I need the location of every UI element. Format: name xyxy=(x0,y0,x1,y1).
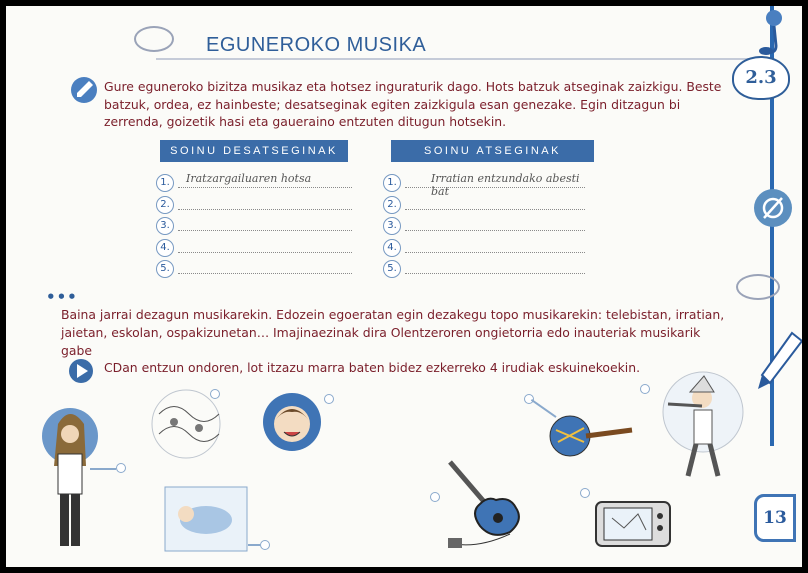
list-item xyxy=(383,260,588,282)
match-dot[interactable] xyxy=(116,463,126,473)
answer-line[interactable] xyxy=(405,273,585,274)
list-item xyxy=(156,217,356,239)
list-item xyxy=(156,239,356,261)
match-dot[interactable] xyxy=(430,492,440,502)
item-number: 2. xyxy=(156,196,174,214)
answer-line[interactable] xyxy=(405,230,585,231)
answer-line[interactable] xyxy=(405,209,585,210)
television-image xyxy=(594,498,674,550)
item-number: 5. xyxy=(383,260,401,278)
connector-line xyxy=(248,544,260,546)
left-list xyxy=(156,174,356,282)
right-list-header: SOINU ATSEGINAK xyxy=(391,140,594,162)
item-number: 1. xyxy=(383,174,401,192)
handwritten-answer: Iratzargailuaren hotsa xyxy=(186,172,312,185)
electric-guitar-image xyxy=(440,456,530,552)
workbook-page xyxy=(6,6,802,567)
answer-line[interactable] xyxy=(405,252,585,253)
answer-line[interactable] xyxy=(178,230,352,231)
item-number: 3. xyxy=(383,217,401,235)
dancer-flute-image xyxy=(660,368,746,498)
item-number: 4. xyxy=(383,239,401,257)
instruction-text: CDan entzun ondoren, lot itzazu marra baten bidez ezkerreko 4 irudiak eskuinekoekin. xyxy=(104,360,641,375)
list-item xyxy=(383,239,588,261)
pen-icon xyxy=(70,76,98,104)
swirl-icon xyxy=(134,26,174,52)
connector-line xyxy=(90,468,116,470)
pencil-icon xyxy=(758,331,802,391)
list-item xyxy=(383,196,588,218)
page-number: 13 xyxy=(754,494,796,542)
answer-line[interactable] xyxy=(178,187,352,188)
match-dot[interactable] xyxy=(324,394,334,404)
match-dot[interactable] xyxy=(210,389,220,399)
list-item xyxy=(156,260,356,282)
list-item xyxy=(156,174,356,196)
answer-line[interactable] xyxy=(178,273,352,274)
baby-image xyxy=(164,486,248,552)
handwritten-answer: Irratian entzundako abesti bat xyxy=(431,172,580,198)
page-title: EGUNEROKO MUSIKA xyxy=(206,34,427,56)
item-number: 1. xyxy=(156,174,174,192)
list-item xyxy=(156,196,356,218)
unit-badge: 2.3 xyxy=(732,56,790,100)
ellipsis-icon: ••• xyxy=(46,288,78,306)
listening-icon xyxy=(754,189,792,227)
answer-line[interactable] xyxy=(178,252,352,253)
play-icon xyxy=(68,358,94,384)
match-dot[interactable] xyxy=(640,384,650,394)
list-item xyxy=(383,217,588,239)
left-list-header: SOINU DESATSEGINAK xyxy=(160,140,348,162)
item-number: 5. xyxy=(156,260,174,278)
child-portrait-image xyxy=(262,392,324,454)
music-note-mascot-icon xyxy=(752,6,792,58)
rock-singer-image xyxy=(40,406,110,556)
title-divider xyxy=(156,58,756,60)
item-number: 3. xyxy=(156,217,174,235)
swirl-icon xyxy=(736,274,780,300)
maracas-image xyxy=(544,404,634,474)
right-list xyxy=(383,174,588,282)
paragraph: Baina jarrai dezagun musikarekin. Edozein egoeratan egin dezakegu topo musikarekin: telebistan, irratian, jaietan, eskolan, ospakizunetan… Imajinaezinak dira Olentzeroren ongietorria edo inauteriak musikarik gabe xyxy=(61,307,725,358)
item-number: 2. xyxy=(383,196,401,214)
intro-text: Gure eguneroko bizitza musikaz eta hotsez inguraturik dago. Hots batzuk atseginak zaizkigu. Beste batzuk, ordea, ez hainbeste; desatseginak egiten zaizkigula esan genezake. Egin ditzagun bi zerrenda, goizetik hasi eta gaueraino entzuten ditugun hotsekin. xyxy=(104,79,722,129)
list-item xyxy=(383,174,588,196)
match-dot[interactable] xyxy=(580,488,590,498)
item-number: 4. xyxy=(156,239,174,257)
answer-line[interactable] xyxy=(178,209,352,210)
match-dot[interactable] xyxy=(260,540,270,550)
